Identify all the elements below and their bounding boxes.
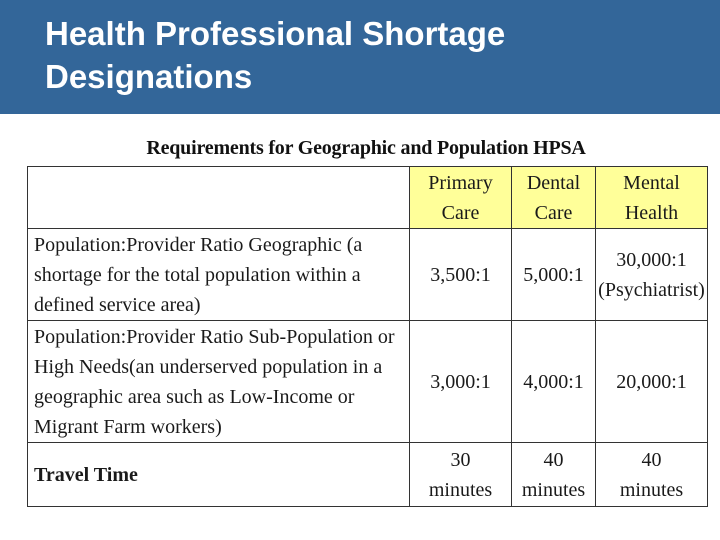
row-label-sub-population: Population:Provider Ratio Sub-Population or High Needs(an underserved population in a geographic area such as Low-Income or Migrant Farm workers) — [28, 321, 410, 443]
table-caption: Requirements for Geographic and Population HPSA — [146, 137, 586, 159]
travel-time-primary-care: 30 minutes — [410, 443, 512, 507]
travel-time-mental-health: 40 minutes — [596, 443, 708, 507]
hpsa-requirements-table — [27, 166, 708, 507]
title-bar — [0, 0, 720, 114]
slide-title-line-1: Health Professional Shortage — [45, 15, 506, 52]
header-primary-care: Primary Care — [410, 167, 512, 229]
sub-population-dental-care: 4,000:1 — [512, 321, 596, 443]
table-row — [28, 321, 708, 443]
row-label-geographic: Population:Provider Ratio Geographic (a shortage for the total population within a defined service area) — [28, 229, 410, 321]
geographic-mental-health: 30,000:1 (Psychiatrist) — [596, 229, 708, 321]
slide-title-line-2: Designations — [45, 58, 253, 95]
header-dental-care: Dental Care — [512, 167, 596, 229]
sub-population-primary-care: 3,000:1 — [410, 321, 512, 443]
header-mental-health: Mental Health — [596, 167, 708, 229]
table-row — [28, 443, 708, 507]
geographic-dental-care: 5,000:1 — [512, 229, 596, 321]
table-row — [28, 229, 708, 321]
sub-population-mental-health: 20,000:1 — [596, 321, 708, 443]
travel-time-dental-care: 40 minutes — [512, 443, 596, 507]
slide-title — [45, 12, 700, 98]
table-header-row — [28, 167, 708, 229]
geographic-primary-care: 3,500:1 — [410, 229, 512, 321]
header-empty-cell — [28, 167, 410, 229]
row-label-travel-time: Travel Time — [28, 443, 410, 507]
